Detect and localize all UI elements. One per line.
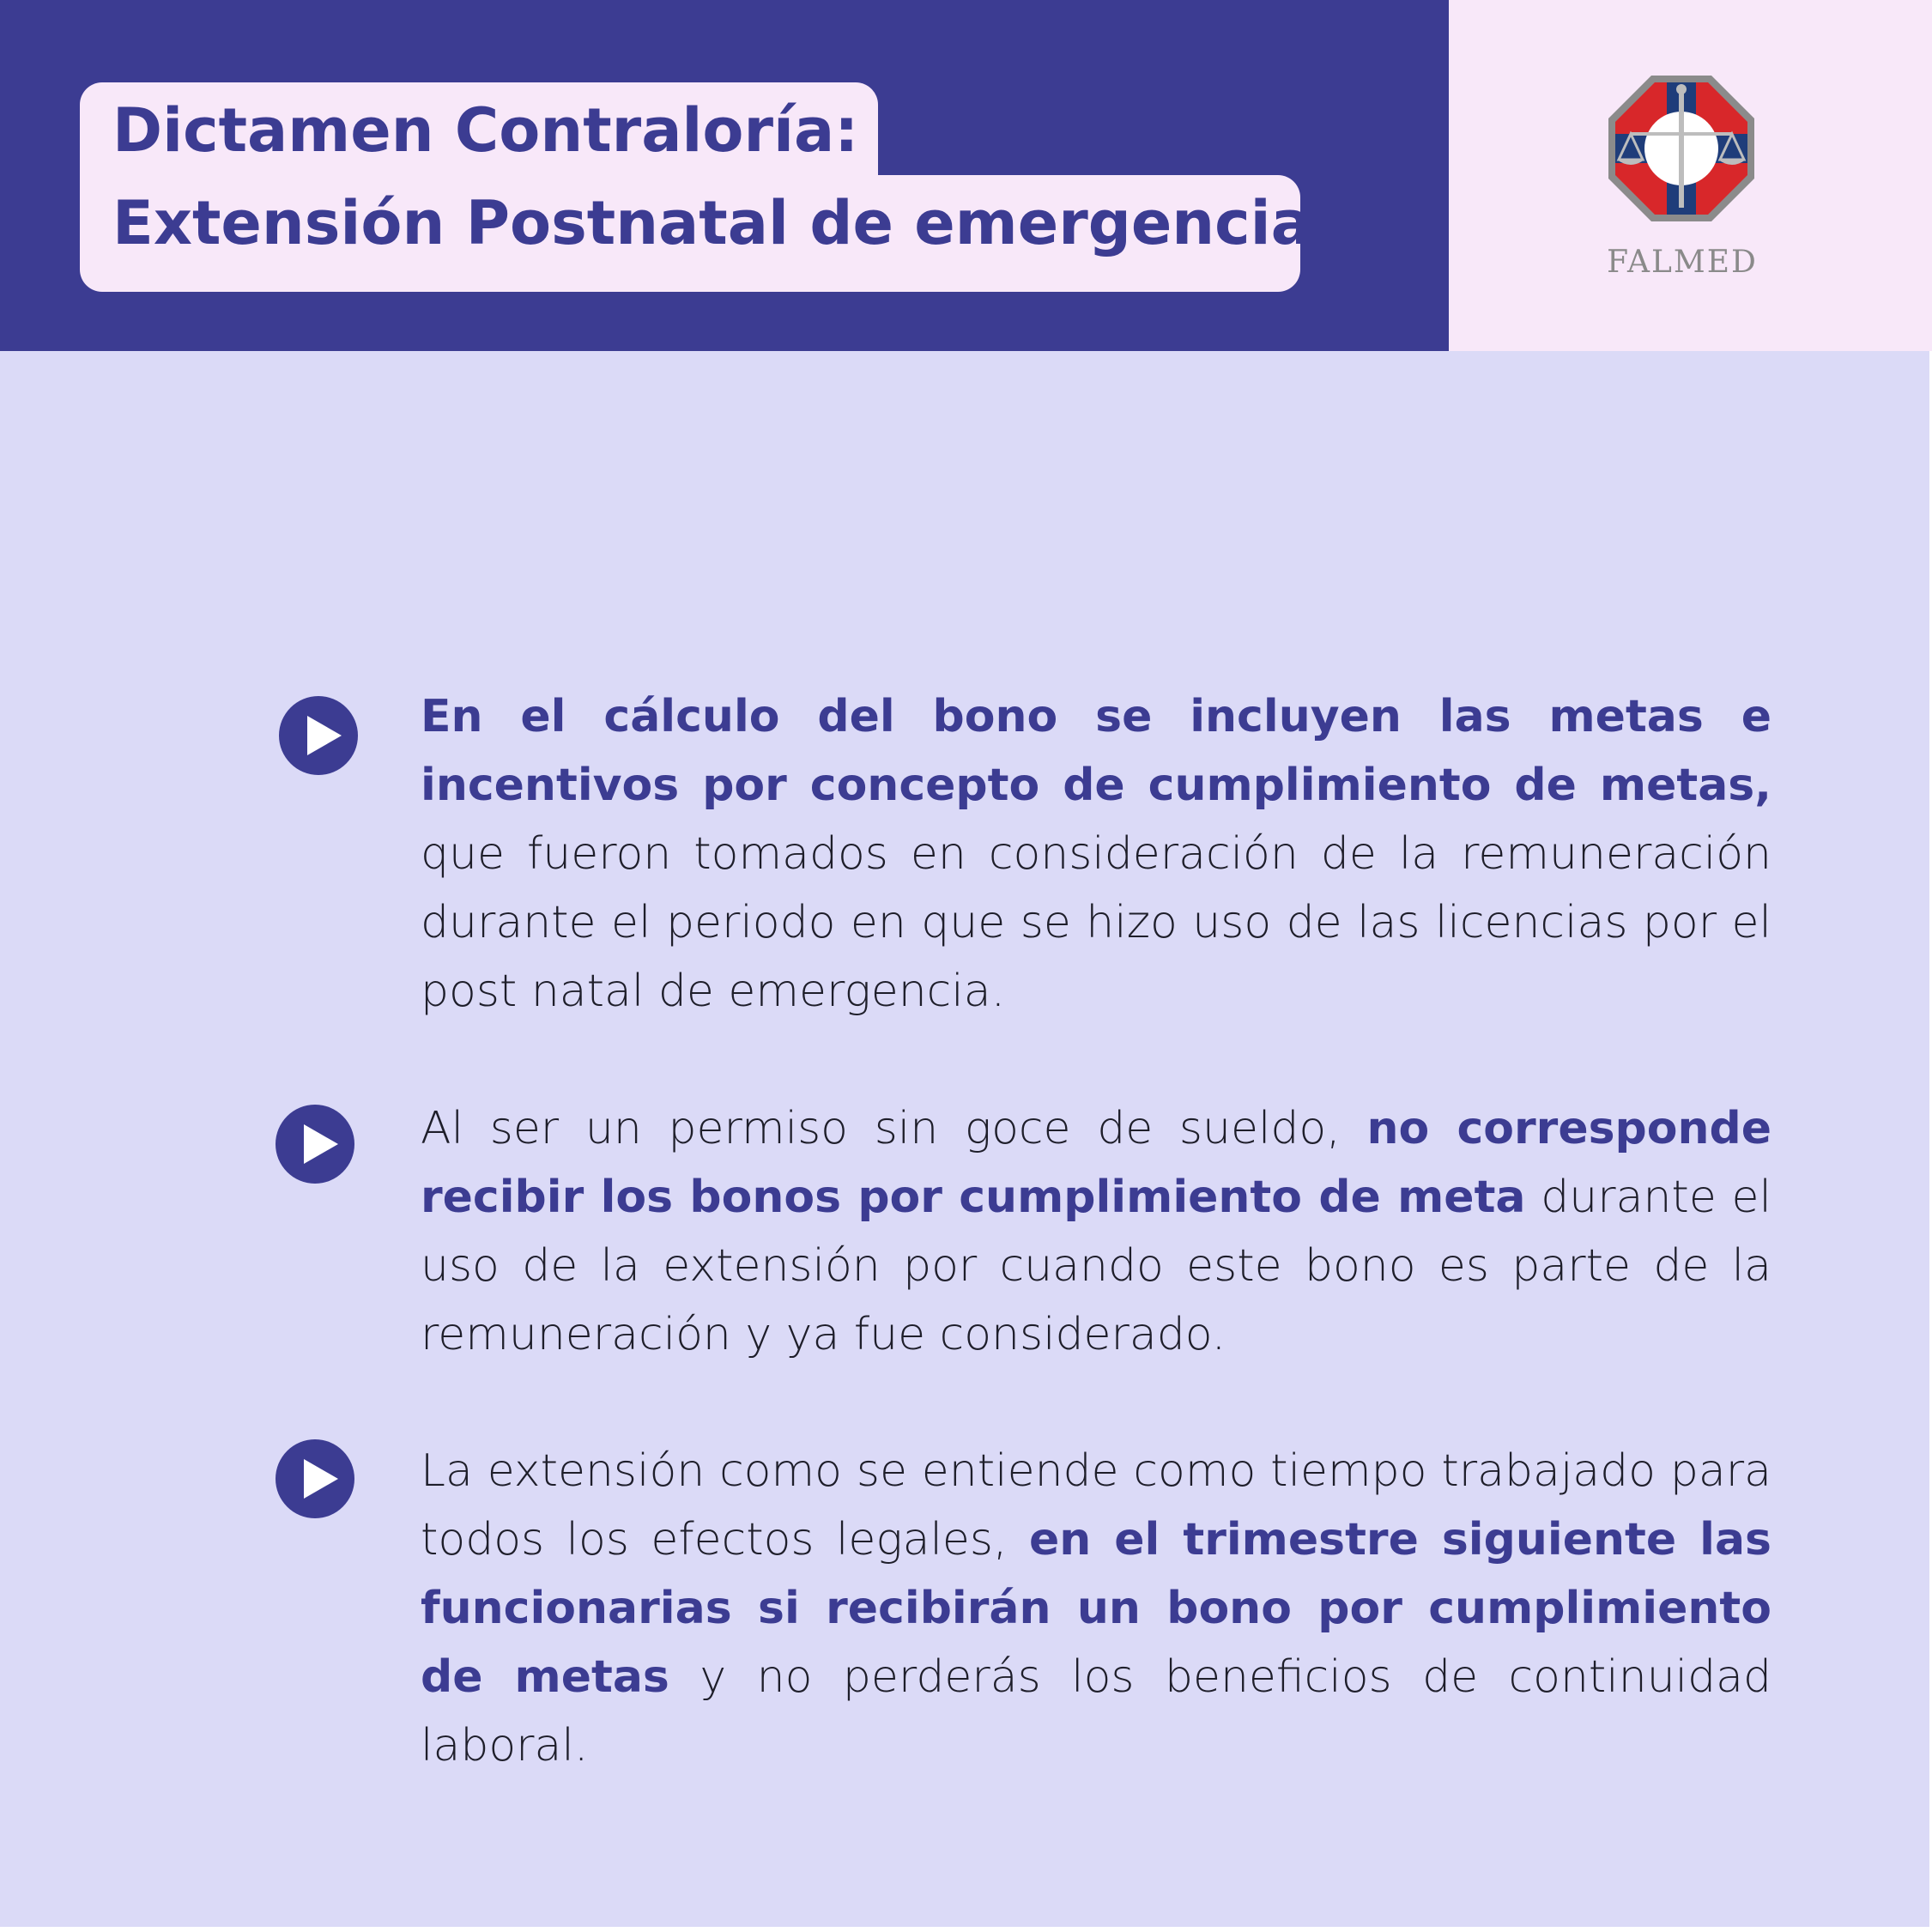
bullet-3-bold: en el trimestre siguiente las funcionarias si recibirán un bono por cumplimiento de metas [421,1514,1772,1703]
bullet-2-normal-a: Al ser un permiso sin goce de sueldo, [421,1103,1367,1154]
page-title-line2: Extensión Postnatal de emergencia [80,175,1300,292]
page-title-line1: Dictamen Contraloría: [80,82,878,181]
bullet-text-2 [421,1094,1772,1369]
bullet-1-bold: En el cálculo del bono se incluyen las metas e incentivos por concepto de cumplimiento de metas, [421,691,1772,811]
falmed-logo-icon [1607,74,1756,223]
bullet-2-normal-b: durante el uso de la extensión por cuando este bono es parte de la remuneración y ya fue considerado. [421,1172,1772,1360]
bullet-3-normal-b: y no perderás los beneficios de continuidad laboral. [421,1651,1772,1772]
bullet-3-normal-a: La extensión como se entiende como tiempo trabajado para todos los efectos legales, [421,1445,1772,1566]
bullet-1-normal: que fueron tomados en consideración de la remuneración durante el periodo en que se hizo uso de las licencias por el post natal de emergencia. [421,828,1772,1017]
play-circle-icon [275,1438,355,1519]
bullet-text-1 [421,682,1772,1026]
bullet-text-3 [421,1437,1772,1780]
play-circle-icon [275,1104,355,1184]
bottom-border [0,1927,1932,1932]
play-circle-icon [278,695,359,776]
logo-text: FALMED [1607,245,1758,280]
bullet-2-bold: no corresponde recibir los bonos por cumplimiento de meta [421,1103,1772,1223]
